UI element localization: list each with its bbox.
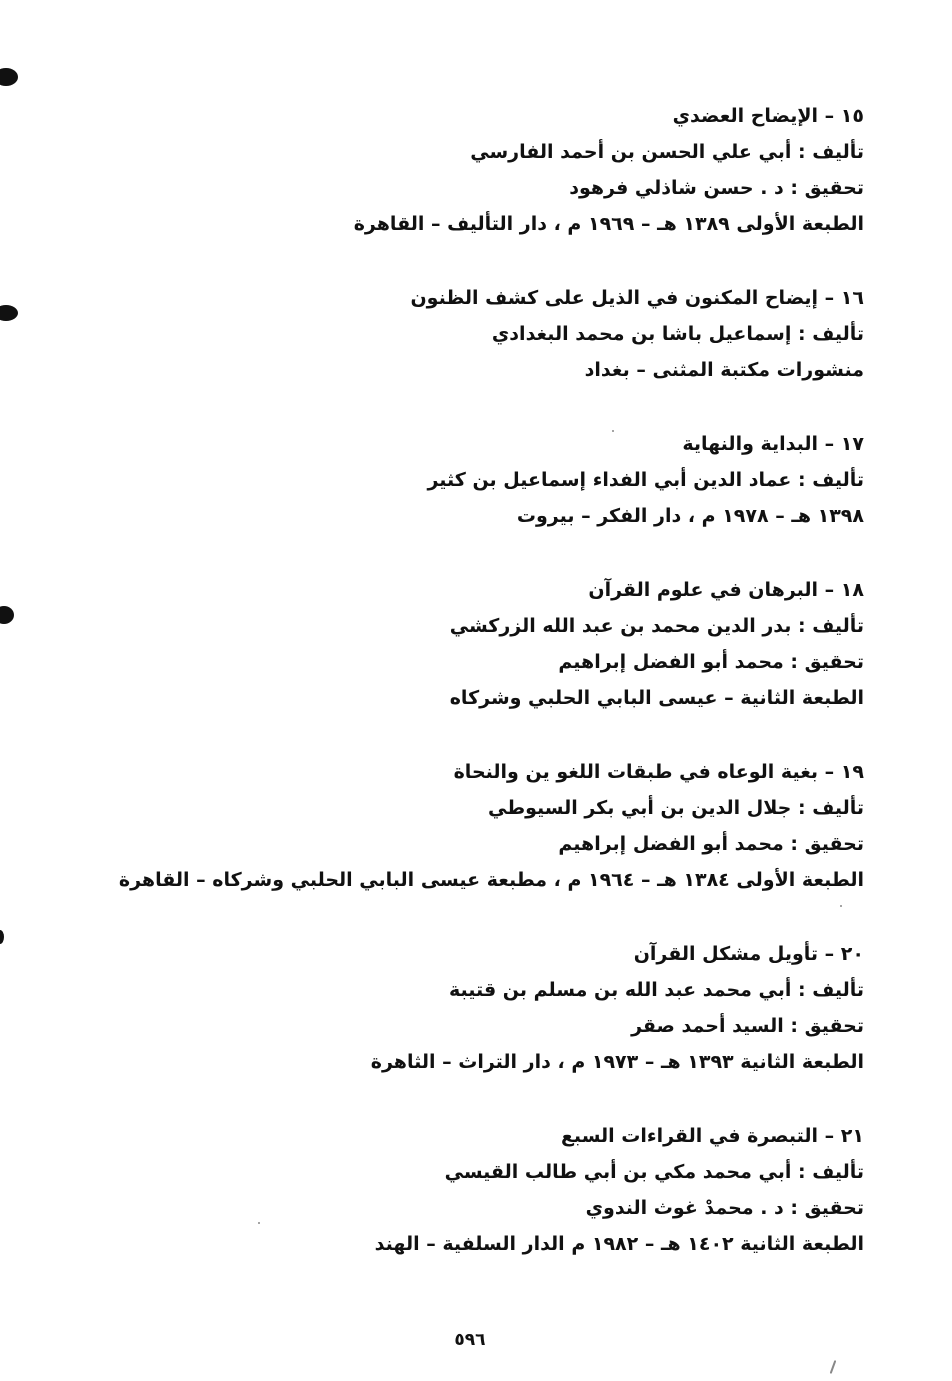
entry-author: تأليف : عماد الدين أبي الفداء إسماعيل بن كثير	[427, 469, 864, 491]
scan-blot-4	[0, 930, 4, 944]
entry-author: تأليف : أبي محمد مكي بن أبي طالب القيسي	[444, 1161, 864, 1183]
entry-publication: الطبعة الأولى ١٣٨٩ هـ – ١٩٦٩ م ، دار التأليف – القاهرة	[353, 213, 864, 235]
entry-editor: تحقيق : السيد أحمد صقر	[631, 1015, 864, 1037]
bibliography-entry-21	[144, 1118, 864, 1262]
entry-author: تأليف : إسماعيل باشا بن محمد البغدادي	[491, 323, 864, 345]
entry-editor: تحقيق : محمد أبو الفضل إبراهيم	[558, 651, 864, 673]
bibliography-entry-19	[118, 754, 864, 898]
entry-publication: الطبعة الأولى ١٣٨٤ هـ – ١٩٦٤ م ، مطبعة عيسى البابي الحلبي وشركاه – القاهرة	[118, 869, 864, 891]
entry-title: ١٩ – بغية الوعاه في طبقات اللغو ين والنحاة	[453, 761, 864, 783]
scan-blot-2	[0, 305, 18, 321]
entry-editor: تحقيق : د . حسن شاذلي فرهود	[569, 177, 864, 199]
entry-publication: الطبعة الثانية ١٣٩٣ هـ – ١٩٧٣ م ، دار التراث – الثاهرة	[370, 1051, 864, 1073]
scan-blot-1	[0, 68, 18, 86]
entry-title: ١٨ – البرهان في علوم القرآن	[588, 579, 864, 601]
entry-publication: ١٣٩٨ هـ – ١٩٧٨ م ، دار الفكر – بيروت	[516, 505, 864, 527]
bibliography-entry-20	[144, 936, 864, 1080]
entry-publication: منشورات مكتبة المثنى – بغداد	[584, 359, 864, 381]
entry-author: تأليف : أبي علي الحسن بن أحمد الفارسي	[470, 141, 864, 163]
bibliography-entry-16	[144, 280, 864, 388]
entry-title: ٢٠ – تأويل مشكل القرآن	[633, 943, 864, 965]
page-number: ٥٩٦	[454, 1330, 486, 1350]
scan-speck	[830, 1360, 837, 1374]
bibliography-list	[118, 98, 864, 1300]
entry-publication: الطبعة الثانية ١٤٠٢ هـ – ١٩٨٢ م الدار السلفية – الهند	[374, 1233, 864, 1255]
entry-publication: الطبعة الثانية – عيسى البابي الحلبي وشركاه	[449, 687, 864, 709]
entry-author: تأليف : بدر الدين محمد بن عبد الله الزركشي	[449, 615, 864, 637]
entry-title: ٢١ – التبصرة في القراءات السبع	[560, 1125, 864, 1147]
entry-title: ١٧ – البداية والنهاية	[682, 433, 864, 455]
entry-editor: تحقيق : محمد أبو الفضل إبراهيم	[558, 833, 864, 855]
scan-blot-3	[0, 606, 14, 624]
bibliography-entry-15	[144, 98, 864, 242]
entry-title: ١٥ – الإيضاح العضدي	[672, 105, 864, 127]
bibliography-entry-18	[144, 572, 864, 716]
entry-editor: تحقيق : د . محمدْ غوث الندوي	[585, 1197, 864, 1219]
entry-author: تأليف : أبي محمد عبد الله بن مسلم بن قتيبة	[448, 979, 864, 1001]
entry-title: ١٦ – إيضاح المكنون في الذيل على كشف الظنون	[410, 287, 864, 309]
bibliography-entry-17	[144, 426, 864, 534]
entry-author: تأليف : جلال الدين بن أبي بكر السيوطي	[487, 797, 864, 819]
